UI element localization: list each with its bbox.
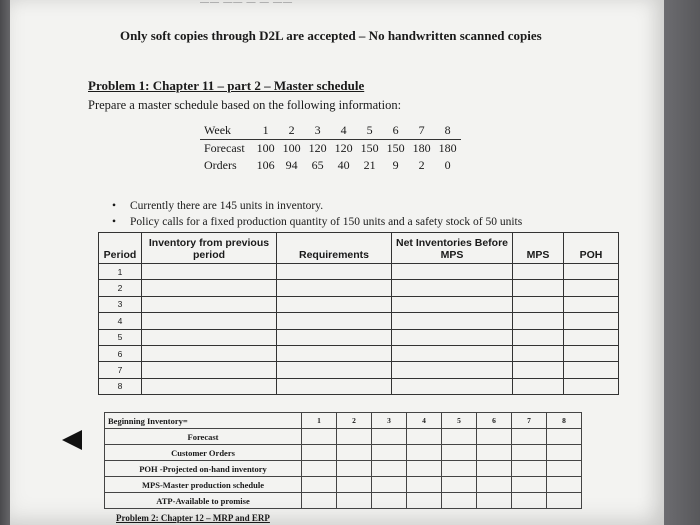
schedule-cell[interactable] [337,429,372,445]
poh-cell[interactable] [564,296,619,312]
problem-instruction: Prepare a master schedule based on the following information: [88,98,402,112]
inventory-cell[interactable] [142,362,277,378]
table-row [99,296,619,312]
schedule-cell[interactable] [512,493,547,509]
week-cell: 7 [409,122,435,140]
net-inventory-cell[interactable] [392,313,513,329]
net-inventory-cell[interactable] [392,329,513,345]
schedule-cell[interactable] [477,493,512,509]
schedule-cell[interactable] [442,429,477,445]
schedule-cell[interactable] [547,493,582,509]
schedule-cell[interactable] [477,445,512,461]
master-schedule-table [104,412,582,509]
schedule-cell[interactable] [477,477,512,493]
schedule-cell[interactable] [477,461,512,477]
schedule-row-poh [105,461,582,477]
poh-cell[interactable] [564,378,619,394]
inventory-cell[interactable] [142,329,277,345]
problem-title: Problem 1: Chapter 11 – part 2 – Master schedule [88,78,365,93]
poh-cell[interactable] [564,362,619,378]
bullet-text: Policy calls for a fixed production quantity of 150 units and a safety stock of 50 units [130,216,523,228]
schedule-cell[interactable] [372,477,407,493]
forecast-row [200,140,461,158]
column-header: 1 [302,413,337,429]
schedule-cell[interactable] [512,429,547,445]
mps-cell[interactable] [513,378,564,394]
period-cell: 5 [99,329,142,345]
mps-cell[interactable] [513,313,564,329]
orders-cell: 0 [444,158,451,172]
table-row [99,345,619,361]
week-cell: 4 [331,122,357,140]
schedule-cell[interactable] [302,493,337,509]
mps-worksheet-table [98,232,619,395]
column-header: 4 [407,413,442,429]
mps-cell[interactable] [513,362,564,378]
inventory-cell[interactable] [142,378,277,394]
schedule-cell[interactable] [407,477,442,493]
table-row [99,264,619,280]
orders-cell: 2 [418,158,425,172]
bullet-icon: • [112,200,117,212]
orders-cell: 9 [392,158,399,172]
column-header: 5 [442,413,477,429]
requirements-cell[interactable] [277,378,392,394]
schedule-cell[interactable] [302,461,337,477]
period-cell: 7 [99,362,142,378]
poh-cell[interactable] [564,313,619,329]
orders-cell: 106 [256,158,275,172]
column-header: 2 [337,413,372,429]
net-inventory-cell[interactable] [392,296,513,312]
schedule-cell[interactable] [547,477,582,493]
poh-cell[interactable] [564,264,619,280]
row-label-atp: ATP-Available to promise [105,493,302,509]
period-cell: 4 [99,313,142,329]
period-cell: 2 [99,280,142,296]
schedule-cell[interactable] [547,429,582,445]
requirements-cell[interactable] [277,264,392,280]
schedule-cell[interactable] [302,429,337,445]
orders-row [200,157,461,174]
forecast-cell: 180 [412,141,431,155]
header-mps: MPS [513,233,564,264]
week-row [200,122,461,140]
header-inventory-previous: Inventory from previous period [142,233,277,264]
schedule-row-beginning-inventory [105,413,582,429]
bullet-item [112,198,522,214]
table-row [99,378,619,394]
period-cell: 6 [99,345,142,361]
requirements-cell[interactable] [277,329,392,345]
forecast-label: Forecast [204,141,245,155]
schedule-cell[interactable] [477,429,512,445]
schedule-cell[interactable] [442,493,477,509]
period-cell: 8 [99,378,142,394]
column-header: 8 [547,413,582,429]
header-period: Period [99,233,142,264]
schedule-cell[interactable] [337,461,372,477]
row-label-forecast: Forecast [105,429,302,445]
schedule-cell[interactable] [372,429,407,445]
forecast-cell: 120 [308,141,327,155]
schedule-cell[interactable] [442,477,477,493]
table-row [99,280,619,296]
header-poh: POH [564,233,619,264]
schedule-cell[interactable] [337,477,372,493]
requirements-cell[interactable] [277,345,392,361]
mps-cell[interactable] [513,345,564,361]
schedule-cell[interactable] [337,493,372,509]
orders-cell: 21 [363,158,376,172]
week-cell: 8 [435,122,461,140]
net-inventory-cell[interactable] [392,345,513,361]
orders-cell: 40 [337,158,350,172]
forecast-cell: 100 [256,141,275,155]
mps-cell[interactable] [513,280,564,296]
schedule-row-atp [105,493,582,509]
mps-cell[interactable] [513,264,564,280]
week-cell: 2 [279,122,305,140]
schedule-row-forecast [105,429,582,445]
row-label-poh: POH -Projected on-hand inventory [105,461,302,477]
schedule-cell[interactable] [302,477,337,493]
forecast-cell: 150 [386,141,405,155]
poh-cell[interactable] [564,329,619,345]
header-net-inventories: Net Inventories Before MPS [392,233,513,264]
schedule-cell[interactable] [372,445,407,461]
poh-cell[interactable] [564,280,619,296]
schedule-row-customer-orders [105,445,582,461]
forecast-cell: 150 [360,141,379,155]
schedule-cell[interactable] [512,477,547,493]
schedule-cell[interactable] [442,445,477,461]
header-requirements: Requirements [277,233,392,264]
schedule-cell[interactable] [372,493,407,509]
inventory-cell[interactable] [142,264,277,280]
schedule-cell[interactable] [547,445,582,461]
background-right-edge [664,0,700,525]
net-inventory-cell[interactable] [392,362,513,378]
schedule-cell[interactable] [547,461,582,477]
column-header: 3 [372,413,407,429]
orders-cell: 65 [311,158,324,172]
bullet-item [112,214,522,230]
mps-cell[interactable] [513,296,564,312]
schedule-cell[interactable] [337,445,372,461]
week-label: Week [200,122,253,140]
requirements-cell[interactable] [277,280,392,296]
bullet-icon: • [112,216,117,228]
column-header: 7 [512,413,547,429]
orders-label: Orders [204,158,237,172]
period-cell: 3 [99,296,142,312]
schedule-cell[interactable] [442,461,477,477]
inventory-cell[interactable] [142,296,277,312]
table-row [99,313,619,329]
bullet-list [112,198,522,230]
net-inventory-cell[interactable] [392,280,513,296]
mps-header-row [99,233,619,264]
week-cell: 3 [305,122,331,140]
inventory-cell[interactable] [142,280,277,296]
poh-cell[interactable] [564,345,619,361]
forecast-cell: 100 [282,141,301,155]
inventory-cell[interactable] [142,345,277,361]
schedule-cell[interactable] [407,445,442,461]
orders-cell: 94 [285,158,298,172]
cut-off-header-text: —— —— — — —— [200,0,293,6]
submission-warning: Only soft copies through D2L are accepted – No handwritten scanned copies [120,28,542,43]
requirements-cell[interactable] [277,296,392,312]
mps-cell[interactable] [513,329,564,345]
schedule-cell[interactable] [302,445,337,461]
table-row [99,329,619,345]
mouse-pointer-icon [62,430,82,450]
schedule-row-mps [105,477,582,493]
inventory-cell[interactable] [142,313,277,329]
row-label-beginning-inventory: Beginning Inventory= [105,413,302,429]
schedule-cell[interactable] [407,493,442,509]
schedule-cell[interactable] [512,461,547,477]
net-inventory-cell[interactable] [392,378,513,394]
forecast-cell: 120 [334,141,353,155]
info-table [200,122,461,174]
row-label-mps: MPS-Master production schedule [105,477,302,493]
period-cell: 1 [99,264,142,280]
requirements-cell[interactable] [277,313,392,329]
row-label-customer-orders: Customer Orders [105,445,302,461]
schedule-cell[interactable] [407,461,442,477]
net-inventory-cell[interactable] [392,264,513,280]
table-row [99,362,619,378]
bullet-text: Currently there are 145 units in inventory. [130,200,324,212]
forecast-cell: 180 [438,141,457,155]
week-cell: 6 [383,122,409,140]
week-cell: 5 [357,122,383,140]
schedule-cell[interactable] [512,445,547,461]
schedule-cell[interactable] [372,461,407,477]
requirements-cell[interactable] [277,362,392,378]
schedule-cell[interactable] [407,429,442,445]
column-header: 6 [477,413,512,429]
week-cell: 1 [253,122,279,140]
next-problem-heading: Problem 2: Chapter 12 – MRP and ERP [116,513,270,523]
